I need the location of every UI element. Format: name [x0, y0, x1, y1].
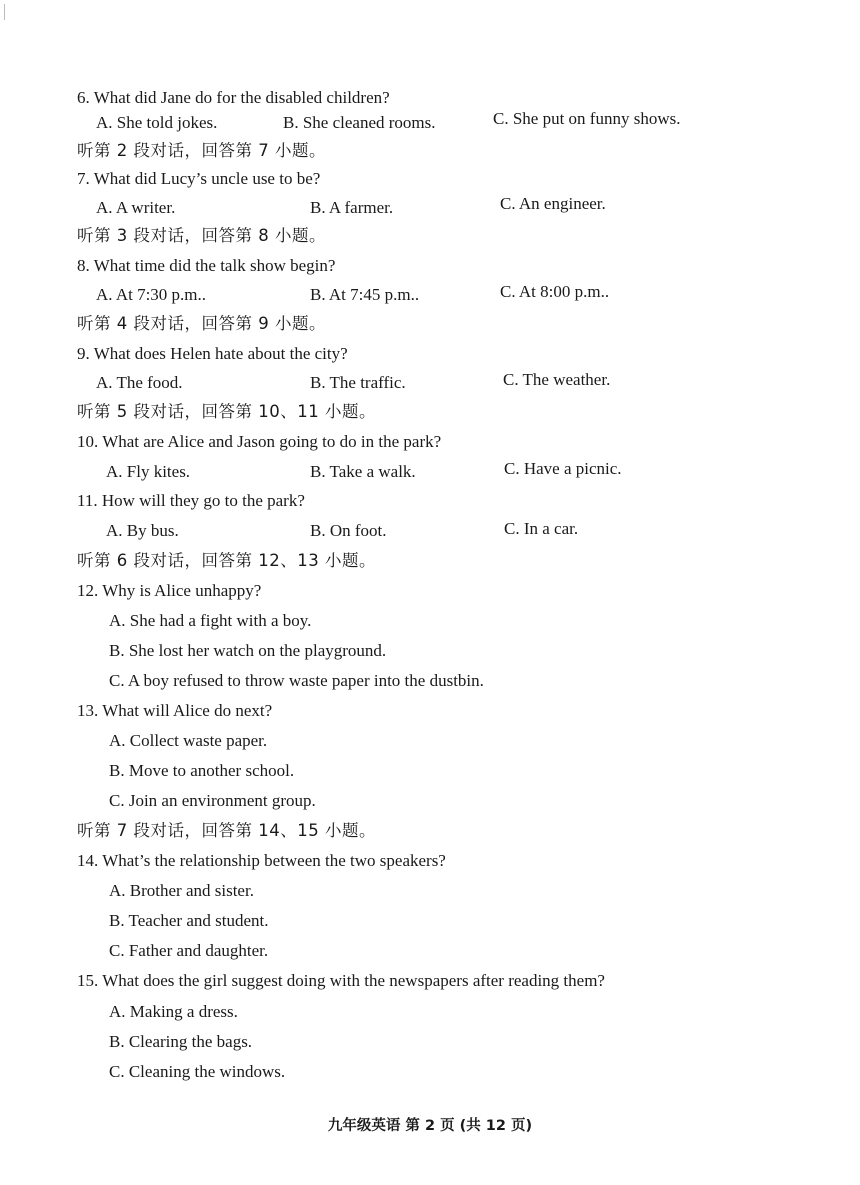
question-10-stem: 10. What are Alice and Jason going to do in the park? [77, 432, 442, 451]
question-15-option-b: B. Clearing the bags. [109, 1032, 253, 1051]
question-13-stem: 13. What will Alice do next? [77, 701, 273, 720]
question-13-option-b: B. Move to another school. [109, 761, 295, 780]
section-instruction-2: 听第 2 段对话，回答第 7 小题。 [77, 141, 326, 160]
question-15-option-a: A. Making a dress. [109, 1002, 238, 1021]
question-7-stem: 7. What did Lucy’s uncle use to be? [77, 169, 321, 188]
section-instruction-5: 听第 5 段对话，回答第 10、11 小题。 [77, 402, 376, 421]
question-8-option-c: C. At 8:00 p.m.. [500, 282, 610, 301]
question-10-option-a: A. Fly kites. [106, 462, 191, 481]
question-10-option-c: C. Have a picnic. [504, 459, 622, 478]
question-12-option-c: C. A boy refused to throw waste paper into the dustbin. [109, 671, 484, 690]
question-14-option-c: C. Father and daughter. [109, 941, 269, 960]
question-12-stem: 12. Why is Alice unhappy? [77, 581, 262, 600]
question-7-option-a: A. A writer. [96, 198, 176, 217]
section-instruction-3: 听第 3 段对话，回答第 8 小题。 [77, 226, 326, 245]
section-instruction-7: 听第 7 段对话，回答第 14、15 小题。 [77, 821, 376, 840]
question-11-option-c: C. In a car. [504, 519, 579, 538]
question-11-option-a: A. By bus. [106, 521, 179, 540]
question-6-option-c: C. She put on funny shows. [493, 109, 681, 128]
question-14-option-b: B. Teacher and student. [109, 911, 269, 930]
question-9-option-c: C. The weather. [503, 370, 611, 389]
question-9-option-a: A. The food. [96, 373, 183, 392]
scan-edge-mark [4, 4, 5, 20]
question-12-option-b: B. She lost her watch on the playground. [109, 641, 387, 660]
question-13-option-a: A. Collect waste paper. [109, 731, 268, 750]
question-14-option-a: A. Brother and sister. [109, 881, 254, 900]
question-10-option-b: B. Take a walk. [310, 462, 416, 481]
question-14-stem: 14. What’s the relationship between the two speakers? [77, 851, 446, 870]
question-15-option-c: C. Cleaning the windows. [109, 1062, 286, 1081]
section-instruction-4: 听第 4 段对话，回答第 9 小题。 [77, 314, 326, 333]
question-9-stem: 9. What does Helen hate about the city? [77, 344, 348, 363]
question-15-stem: 15. What does the girl suggest doing with the newspapers after reading them? [77, 971, 605, 990]
question-8-option-b: B. At 7:45 p.m.. [310, 285, 420, 304]
question-9-option-b: B. The traffic. [310, 373, 406, 392]
question-8-stem: 8. What time did the talk show begin? [77, 256, 336, 275]
question-8-option-a: A. At 7:30 p.m.. [96, 285, 207, 304]
question-7-option-c: C. An engineer. [500, 194, 606, 213]
section-instruction-6: 听第 6 段对话，回答第 12、13 小题。 [77, 551, 376, 570]
question-6-stem: 6. What did Jane do for the disabled children? [77, 88, 390, 107]
page-footer: 九年级英语 第 2 页 (共 12 页) [327, 1118, 533, 1134]
question-11-option-b: B. On foot. [310, 521, 387, 540]
question-6-option-a: A. She told jokes. [96, 113, 218, 132]
question-6-option-b: B. She cleaned rooms. [283, 113, 436, 132]
question-12-option-a: A. She had a fight with a boy. [109, 611, 312, 630]
question-13-option-c: C. Join an environment group. [109, 791, 316, 810]
question-7-option-b: B. A farmer. [310, 198, 394, 217]
question-11-stem: 11. How will they go to the park? [77, 491, 305, 510]
